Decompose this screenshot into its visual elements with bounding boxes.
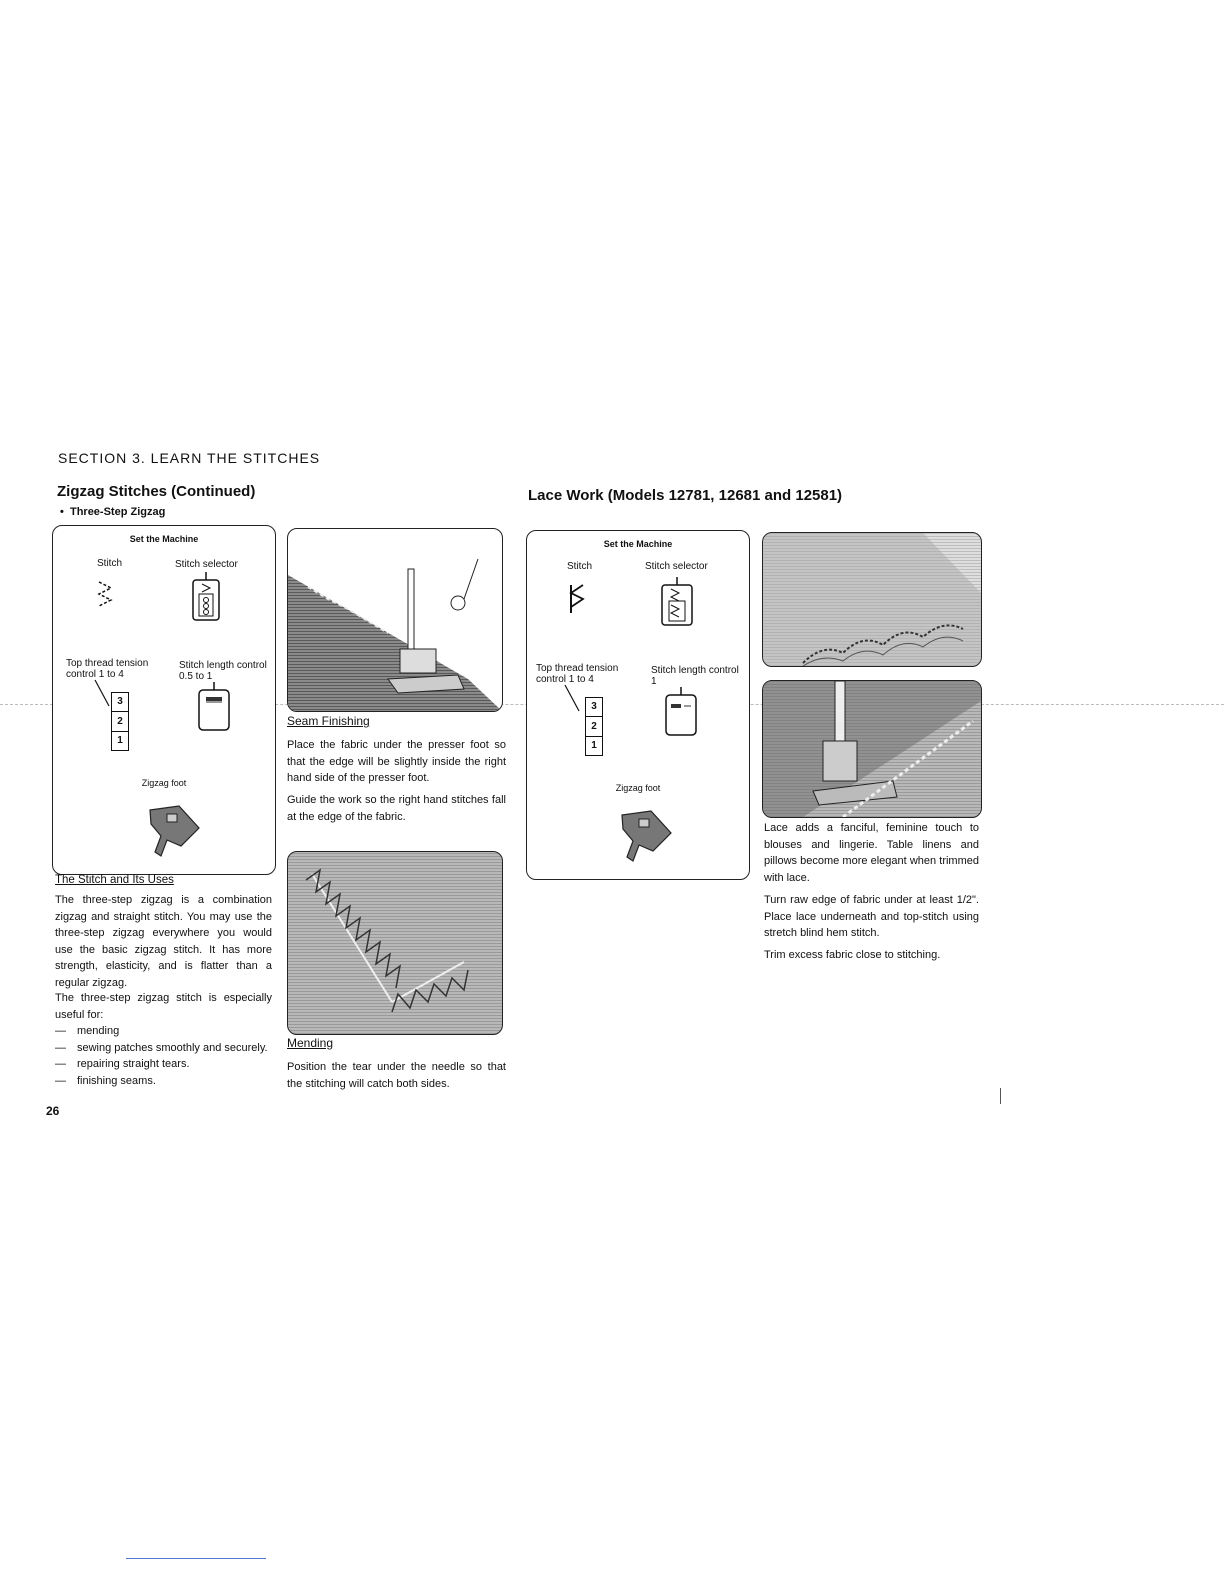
stitch-uses-para2: The three-step zigzag stitch is especially useful for: xyxy=(55,992,272,1021)
stitch-selector-icon xyxy=(657,577,697,629)
mending-caption: Mending xyxy=(287,1036,334,1050)
stitch-length-label: Stitch length control 1 xyxy=(651,665,739,687)
stitch-uses-heading: The Stitch and Its Uses xyxy=(55,874,174,886)
list-item: — sewing patches smoothly and securely. xyxy=(55,1040,272,1057)
zigzag-foot-icon xyxy=(145,802,205,860)
presser-foot-seam-image xyxy=(288,529,502,711)
mending-para: Position the tear under the needle so that the stitching will catch both sides. xyxy=(287,1061,506,1090)
scan-mark xyxy=(1000,1088,1001,1104)
lace-para3: Trim excess fabric close to stitching. xyxy=(764,949,941,961)
lace-sewing-image xyxy=(763,681,981,817)
seam-finishing-para1: Place the fabric under the presser foot so that the edge will be slightly inside the right hand side of the presser foot. xyxy=(287,739,506,784)
dial-number: 2 xyxy=(112,712,128,732)
stitch-length-dial-icon xyxy=(196,682,232,732)
lace-heading: Lace Work (Models 12781, 12681 and 12581) xyxy=(528,487,843,504)
stitch-selector-label: Stitch selector xyxy=(175,559,238,570)
zigzag-foot-label: Zigzag foot xyxy=(615,783,661,793)
three-step-bullet: • Three-Step Zigzag xyxy=(60,506,166,518)
stitch-label: Stitch xyxy=(97,558,123,569)
lace-trim-image xyxy=(763,533,981,666)
seam-finishing-para2: Guide the work so the right hand stitches fall at the edge of the fabric. xyxy=(287,794,506,823)
zigzag-foot-label: Zigzag foot xyxy=(141,778,187,788)
dial-number: 1 xyxy=(117,735,123,746)
zigzag-foot-icon xyxy=(617,807,677,865)
stitch-length-dial-icon xyxy=(663,687,699,737)
set-machine-box-left xyxy=(52,525,276,875)
seam-finishing-caption: Seam Finishing xyxy=(287,714,370,728)
set-machine-title: Set the Machine xyxy=(129,534,199,544)
page-number: 26 xyxy=(46,1104,60,1118)
section-title: SECTION 3. LEARN THE STITCHES xyxy=(58,450,321,466)
stitch-label: Stitch xyxy=(567,561,593,572)
three-step-zigzag-icon xyxy=(95,578,125,614)
tension-pointer-icon xyxy=(93,678,111,708)
stitch-selector-icon xyxy=(188,572,228,624)
zigzag-heading: Zigzag Stitches (Continued) xyxy=(57,483,256,500)
mending-stitch-image xyxy=(288,852,502,1034)
tension-label: Top thread tension control 1 to 4 xyxy=(536,663,619,685)
tension-dial xyxy=(111,692,129,751)
dial-number: 1 xyxy=(591,740,597,751)
tension-pointer-icon xyxy=(563,683,581,713)
tension-label: Top thread tension control 1 to 4 xyxy=(66,658,149,680)
lace-para1: Lace adds a fanciful, feminine touch to blouses and lingerie. Table linens and pillows become more elegant when trimmed with lace. xyxy=(764,822,979,884)
stitch-length-label: Stitch length control 0.5 to 1 xyxy=(179,660,267,682)
dial-number: 3 xyxy=(586,698,602,717)
mending-illustration xyxy=(287,851,503,1035)
list-item: — repairing straight tears. xyxy=(55,1056,272,1073)
list-item: — finishing seams. xyxy=(55,1073,272,1090)
tension-dial xyxy=(585,697,603,756)
dial-number: 2 xyxy=(586,717,602,737)
lace-photo-top xyxy=(762,532,982,667)
stitch-selector-label: Stitch selector xyxy=(645,561,708,572)
lace-photo-bottom xyxy=(762,680,982,818)
blind-hem-stitch-icon xyxy=(563,581,593,617)
dial-number: 3 xyxy=(112,693,128,712)
seam-finishing-illustration xyxy=(287,528,503,712)
stitch-uses-para1: The three-step zigzag is a combination zigzag and straight stitch. You may use the three-step zigzag everywhere you would use the basic zigzag stitch. It has more strength, elasticity, and is flatter than a regular zigzag. xyxy=(55,894,272,989)
bullet-label: Three-Step Zigzag xyxy=(69,506,166,518)
scan-mark xyxy=(126,1558,266,1559)
uses-list xyxy=(55,1023,272,1089)
lace-para2: Turn raw edge of fabric under at least 1/2". Place lace underneath and top-stitch using stretch blind hem stitch. xyxy=(764,894,979,939)
set-machine-title: Set the Machine xyxy=(603,539,673,549)
set-machine-box-right xyxy=(526,530,750,880)
list-item: — mending xyxy=(55,1023,272,1040)
